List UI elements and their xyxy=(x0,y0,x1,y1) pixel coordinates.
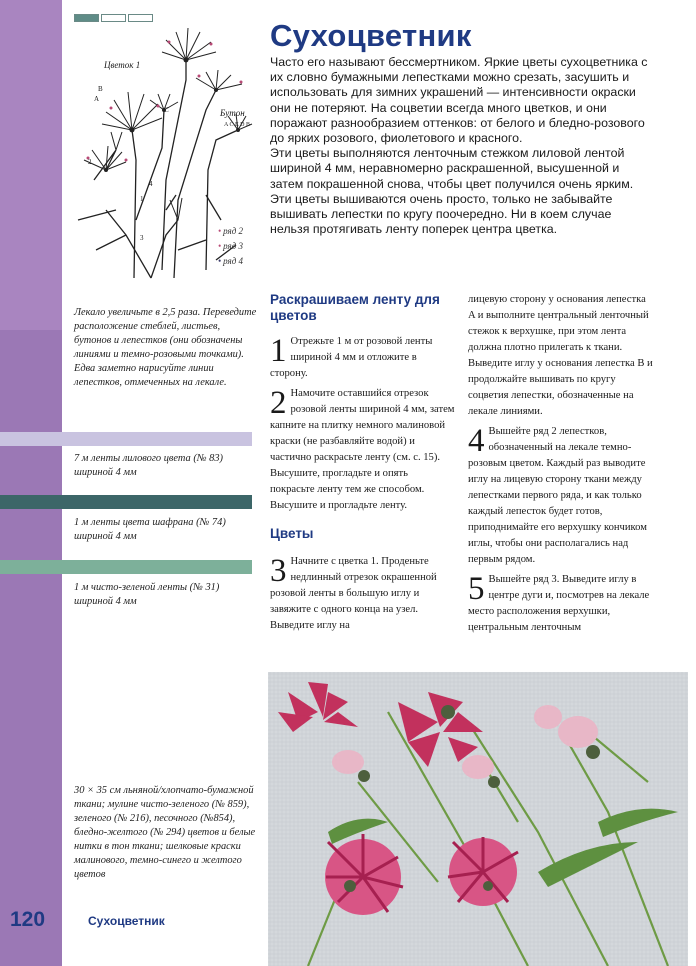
step-text: Вышейте ряд 3. Выведите иглу в центре дуги и, посмотрев на лекале место расположения верхушки, центральным ленточным xyxy=(468,574,650,633)
step-paragraph xyxy=(468,424,653,568)
step-number: 3 xyxy=(270,553,287,589)
step-number: 5 xyxy=(468,571,485,607)
intro-paragraph: Часто его называют бессмертником. Яркие цветы сухоцветника с их словно бумажными лепестками можно срезать, засушить и использовать для зимних украшений — интенсивности окраски они не потеряют. На соцветии всегда много цветков, и они поражают разнообразием оттенков: от белого и бледно-розового до ярких розового, фиолетового и красного. xyxy=(270,55,648,146)
pattern-instruction-note: Лекало увеличьте в 2,5 раза. Переведите расположение стеблей, листьев, бутонов и лепестков (они обозначены линиями и темно-розовыми точками). Едва заметно нарисуйте линии лепестков, отмеченных на лекале. xyxy=(74,307,257,388)
pattern-stem-number: 2 xyxy=(88,158,92,166)
intro-paragraph: Эти цветы выполняются ленточным стежком лиловой лентой шириной 4 мм, неравномерно раскрашенной, высушенной и затем покрашенной снова, чтобы цвет получился очень ярким. Эти цветы вышиваются очень просто, только не забывайте вышивать лепестки по кругу поочередно. Ни в коем случае нельзя протягивать ленту поперек центра цветка. xyxy=(270,146,634,237)
pattern-stem-number: 3 xyxy=(140,234,144,242)
legend-label: ряд 2 xyxy=(223,226,244,236)
legend-dot: • xyxy=(218,256,221,266)
step-paragraph xyxy=(270,386,455,514)
pattern-letter: A xyxy=(94,95,100,103)
legend-dot: • xyxy=(218,241,221,251)
pattern-letter: C xyxy=(164,106,169,114)
column-left xyxy=(270,292,455,638)
column-right xyxy=(468,292,653,640)
step-text: Отрежьте 1 м от розовой ленты шириной 4 мм и отложите в сторону. xyxy=(270,336,433,379)
ribbon-label-green: 1 м чисто-зеленой ленты (№ 31) шириной 4 мм xyxy=(74,582,220,607)
pattern-label-bud: Бутон xyxy=(220,108,245,118)
left-purple-strip xyxy=(0,0,62,966)
article-title: Сухоцветник xyxy=(270,18,472,53)
step-number: 4 xyxy=(468,423,485,459)
embroidery-photo xyxy=(268,672,688,966)
legend-dot: • xyxy=(218,226,221,236)
ribbon-swatch-lilac xyxy=(0,432,252,446)
step-paragraph: лицевую сторону у основания лепестка A и выполните центральный ленточный стежок к верхушке, при этом лента должна плотно прилегать к ткани. Выведите иглу у основания лепестка B и продолжайте вышивать по кругу соцветия лепестки, обозначенные на лекале линиями. xyxy=(468,294,653,417)
step-number: 1 xyxy=(270,333,287,369)
legend-row xyxy=(218,254,243,269)
materials-list: 30 × 35 см льняной/хлопчато-бумажной ткани; мулине чисто-зеленого (№ 859), зеленого (№ 216), песочного (№854), бледно-желтого (№ 294) цветов и белые нитки в тон ткани; шелковые краски малинового, темно-синего и желтого цветов xyxy=(74,785,256,880)
legend-label: ряд 3 xyxy=(223,241,244,251)
page-number: 120 xyxy=(10,908,46,931)
footer-title: Сухоцветник xyxy=(88,914,165,928)
ribbon-label-lilac: 7 м ленты лилового цвета (№ 83) шириной 4 мм xyxy=(74,453,224,478)
ribbon-swatch-saffron xyxy=(0,495,252,509)
legend-row xyxy=(218,224,243,239)
step-text: Вышейте ряд 2 лепестков, обозначенный на лекале темно-розовым цветом. Каждый раз выводите иглу на лицевую сторону ткани между лепестками первого ряда, и как только каждый лепесток будет готов, приподнимайте его верхушку кончиком иглы, чтобы они располагались над первым рядом. xyxy=(468,426,647,565)
section-heading-flowers: Цветы xyxy=(270,526,314,541)
pattern-stem-number: 4 xyxy=(149,180,153,188)
step-number: 2 xyxy=(270,385,287,421)
step-paragraph xyxy=(270,554,455,634)
legend-label: ряд 4 xyxy=(223,256,244,266)
left-strip-light-part xyxy=(0,0,62,330)
legend-row xyxy=(218,239,243,254)
pattern-label-flower: Цветок 1 xyxy=(104,60,141,70)
pattern-legend xyxy=(218,224,243,269)
article-intro xyxy=(270,55,652,237)
section-heading-dye-ribbon: Раскрашиваем ленту для цветов xyxy=(270,292,440,323)
pattern-stem-number: 1 xyxy=(140,195,144,203)
ribbon-label-saffron: 1 м ленты цвета шафрана (№ 74) шириной 4 мм xyxy=(74,517,226,542)
step-paragraph xyxy=(270,334,455,382)
pattern-letter: B xyxy=(98,85,103,93)
step-text: Намочите оставшийся отрезок розовой ленты шириной 4 мм, затем капните на плитку немного малиновой краски (не разбавляйте водой) и частично раскрасьте ленту (см. с. 15). Высушите, прогладьте и опять покрасьте ленту тем же способом. Высушите и прогладьте ленту. xyxy=(270,388,455,511)
step-paragraph xyxy=(468,572,653,636)
pattern-bud-letters: A C E D B xyxy=(224,122,251,128)
ribbon-swatch-green xyxy=(0,560,252,574)
step-text: Начните с цветка 1. Проденьте недлинный отрезок окрашенной розовой ленты в большую иглу и завяжите с одного конца на узел. Выведите иглу на xyxy=(270,556,437,631)
embroidery-photo-svg xyxy=(268,672,688,966)
